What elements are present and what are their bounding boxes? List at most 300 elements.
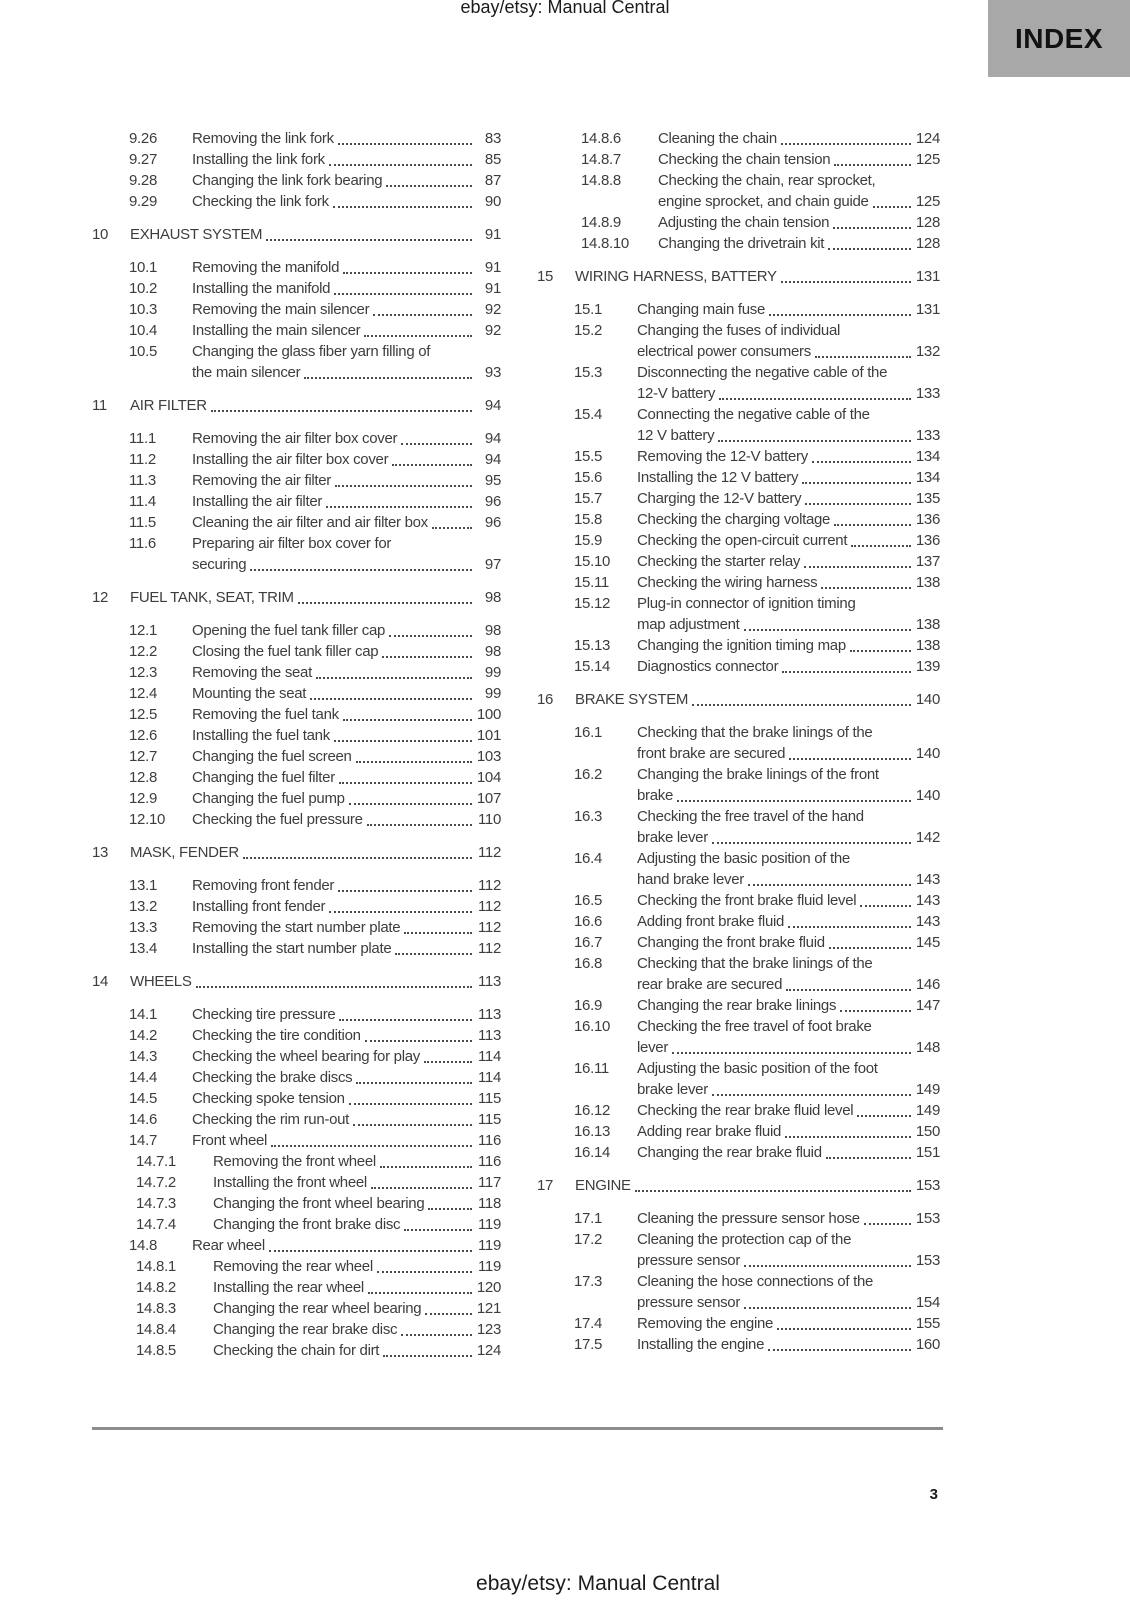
- toc-entry-row: [537, 572, 940, 593]
- toc-entry-page: 143: [915, 892, 940, 909]
- dot-leader: [211, 410, 472, 412]
- toc-entry-number: 14.4: [129, 1069, 157, 1086]
- toc-entry-title: Installing front fender: [192, 898, 326, 915]
- toc-column-left: [92, 128, 501, 1361]
- toc-entry-row: [92, 1067, 501, 1088]
- toc-entry-page: 131: [915, 268, 940, 285]
- dot-leader: [425, 1313, 472, 1315]
- toc-entry-page: 155: [915, 1315, 940, 1332]
- dot-leader: [316, 677, 472, 679]
- toc-entry-row: [537, 1208, 940, 1229]
- toc-entry-page: 112: [477, 898, 501, 915]
- toc-entry-row: [537, 509, 940, 530]
- dot-leader: [744, 1307, 911, 1309]
- dot-leader: [805, 503, 911, 505]
- toc-entry-page: 119: [477, 1216, 501, 1233]
- toc-entry-number: 11.5: [129, 514, 156, 531]
- toc-entry-page: 120: [476, 1279, 501, 1296]
- toc-entry-row: [537, 128, 940, 149]
- toc-entry-page: 117: [477, 1174, 501, 1191]
- toc-entry-title: Adjusting the basic position of the foot: [637, 1060, 878, 1077]
- toc-entry-page: 154: [915, 1294, 940, 1311]
- toc-entry-number: 11.6: [129, 535, 156, 552]
- dot-leader: [677, 800, 911, 802]
- toc-entry-number: 16.6: [574, 913, 602, 930]
- toc-entry-row: [92, 299, 501, 320]
- toc-entry-number: 14: [92, 973, 109, 990]
- toc-entry-title: the main silencer: [192, 364, 301, 381]
- toc-entry-number: 12.10: [129, 811, 166, 828]
- toc-entry-number: 15.14: [574, 658, 611, 675]
- toc-entry-number: 11: [92, 397, 107, 414]
- toc-entry-page: 91: [484, 280, 501, 297]
- footer-divider: [92, 1427, 943, 1430]
- toc-entry-row: [537, 656, 940, 677]
- toc-entry-row: [92, 746, 501, 767]
- dot-leader: [428, 1208, 472, 1210]
- toc-entry-number: 14.8.10: [581, 235, 629, 252]
- dot-leader: [383, 1355, 472, 1357]
- toc-entry-row: [92, 662, 501, 683]
- toc-entry-title: Checking the link fork: [192, 193, 329, 210]
- toc-entry-number: 12.6: [129, 727, 157, 744]
- toc-entry-title: Cleaning the protection cap of the: [637, 1231, 852, 1248]
- toc-entry-number: 16.8: [574, 955, 602, 972]
- toc-entry-number: 10.1: [129, 259, 157, 276]
- toc-entry-title: Changing the rear brake fluid: [637, 1144, 822, 1161]
- dot-leader: [343, 719, 472, 721]
- toc-entry-page: 112: [477, 940, 501, 957]
- toc-entry-page: 94: [484, 430, 501, 447]
- toc-entry-page: 151: [915, 1144, 940, 1161]
- toc-entry-title: Removing the 12-V battery: [637, 448, 808, 465]
- dot-leader: [367, 824, 472, 826]
- dot-leader: [744, 629, 911, 631]
- toc-entry-row: [92, 362, 501, 383]
- dot-leader: [744, 1265, 911, 1267]
- toc-entry-number: 14.3: [129, 1048, 157, 1065]
- toc-entry-row: [537, 299, 940, 320]
- toc-entry-title: Plug-in connector of ignition timing: [637, 595, 856, 612]
- toc-entry-row: [92, 533, 501, 554]
- dot-leader: [298, 602, 472, 604]
- toc-entry-title: Checking the wheel bearing for play: [192, 1048, 420, 1065]
- toc-entry-title: Installing the manifold: [192, 280, 331, 297]
- toc-entry-row: [92, 683, 501, 704]
- dot-leader: [339, 782, 472, 784]
- toc-entry-number: 14.8.6: [581, 130, 621, 147]
- toc-entry-row: [92, 1130, 501, 1151]
- toc-entry-row: [537, 551, 940, 572]
- toc-entry-title: Checking the chain tension: [658, 151, 831, 168]
- footer-title: ebay/etsy: Manual Central: [476, 1572, 720, 1595]
- dot-leader: [326, 506, 472, 508]
- dot-leader: [404, 1229, 472, 1231]
- toc-entry-number: 17.4: [574, 1315, 602, 1332]
- toc-entry-title: BRAKE SYSTEM: [575, 691, 689, 708]
- toc-entry-number: 16: [537, 691, 554, 708]
- toc-entry-page: 153: [915, 1177, 940, 1194]
- toc-entry-number: 13.3: [129, 919, 157, 936]
- toc-entry-title: Installing the start number plate: [192, 940, 392, 957]
- toc-entry-page: 103: [476, 748, 501, 765]
- toc-entry-page: 125: [915, 151, 940, 168]
- dot-leader: [373, 314, 472, 316]
- toc-entry-row: [537, 869, 940, 890]
- toc-entry-number: 17.1: [574, 1210, 602, 1227]
- toc-entry-page: 133: [915, 385, 940, 402]
- toc-entry-page: 132: [915, 343, 940, 360]
- toc-entry-row: [92, 896, 501, 917]
- dot-leader: [329, 164, 472, 166]
- toc-entry-row: [537, 722, 940, 743]
- toc-entry-number: 13: [92, 844, 109, 861]
- toc-chapter-row: [92, 971, 501, 992]
- toc-entry-row: [537, 1100, 940, 1121]
- toc-entry-row: [92, 917, 501, 938]
- toc-entry-number: 11.1: [129, 430, 156, 447]
- toc-entry-page: 96: [484, 514, 501, 531]
- toc-entry-title: Closing the fuel tank filler cap: [192, 643, 379, 660]
- toc-entry-page: 98: [484, 622, 501, 639]
- toc-entry-page: 160: [915, 1336, 940, 1353]
- toc-entry-title: Installing the fuel tank: [192, 727, 330, 744]
- dot-leader: [196, 986, 472, 988]
- toc-entry-row: [92, 704, 501, 725]
- toc-entry-title: Changing the fuel pump: [192, 790, 345, 807]
- dot-leader: [338, 890, 472, 892]
- toc-entry-page: 98: [484, 643, 501, 660]
- toc-entry-title: Checking the open-circuit current: [637, 532, 848, 549]
- toc-entry-page: 128: [915, 235, 940, 252]
- toc-entry-number: 16.7: [574, 934, 602, 951]
- toc-entry-page: 94: [484, 397, 501, 414]
- toc-entry-title: Cleaning the chain: [658, 130, 777, 147]
- toc-entry-title: Mounting the seat: [192, 685, 307, 702]
- toc-entry-title: Installing the front wheel: [213, 1174, 367, 1191]
- toc-entry-number: 17.3: [574, 1273, 602, 1290]
- dot-leader: [380, 1166, 472, 1168]
- toc-entry-page: 119: [477, 1237, 501, 1254]
- toc-entry-title: Installing the rear wheel: [213, 1279, 364, 1296]
- toc-entry-page: 133: [915, 427, 940, 444]
- toc-entry-number: 14.7.3: [136, 1195, 176, 1212]
- toc-entry-title: pressure sensor: [637, 1252, 741, 1269]
- toc-entry-row: [537, 1121, 940, 1142]
- toc-entry-number: 15.9: [574, 532, 602, 549]
- toc-entry-page: 139: [915, 658, 940, 675]
- dot-leader: [782, 671, 911, 673]
- dot-leader: [802, 482, 911, 484]
- toc-entry-number: 14.8.9: [581, 214, 621, 231]
- toc-entry-title: Disconnecting the negative cable of the: [637, 364, 888, 381]
- dot-leader: [329, 911, 472, 913]
- toc-entry-page: 97: [484, 556, 501, 573]
- toc-entry-title: Changing the ignition timing map: [637, 637, 846, 654]
- toc-entry-row: [92, 767, 501, 788]
- toc-entry-row: [92, 641, 501, 662]
- toc-entry-number: 14.8.1: [136, 1258, 176, 1275]
- toc-entry-row: [92, 170, 501, 191]
- toc-entry-number: 14.8.4: [136, 1321, 176, 1338]
- toc-entry-page: 112: [477, 919, 501, 936]
- toc-entry-number: 9.26: [129, 130, 157, 147]
- dot-leader: [834, 164, 911, 166]
- toc-entry-row: [92, 491, 501, 512]
- dot-leader: [821, 587, 911, 589]
- toc-entry-title: Removing the engine: [637, 1315, 774, 1332]
- toc-entry-number: 17: [537, 1177, 554, 1194]
- toc-entry-row: [537, 827, 940, 848]
- toc-entry-page: 124: [915, 130, 940, 147]
- toc-entry-row: [537, 1334, 940, 1355]
- toc-entry-page: 148: [915, 1039, 940, 1056]
- dot-leader: [788, 926, 911, 928]
- toc-entry-page: 146: [915, 976, 940, 993]
- toc-entry-page: 140: [915, 691, 940, 708]
- toc-entry-row: [92, 620, 501, 641]
- toc-entry-number: 15.1: [574, 301, 602, 318]
- toc-entry-number: 14.5: [129, 1090, 157, 1107]
- toc-chapter-row: [92, 842, 501, 863]
- toc-entry-row: [537, 614, 940, 635]
- toc-entry-page: 119: [477, 1258, 501, 1275]
- toc-entry-page: 121: [476, 1300, 501, 1317]
- toc-entry-row: [537, 191, 940, 212]
- toc-entry-page: 113: [477, 973, 501, 990]
- toc-entry-number: 15.6: [574, 469, 602, 486]
- toc-entry-number: 12.4: [129, 685, 157, 702]
- toc-entry-page: 96: [484, 493, 501, 510]
- toc-entry-row: [537, 1292, 940, 1313]
- toc-entry-number: 16.4: [574, 850, 602, 867]
- dot-leader: [364, 335, 472, 337]
- toc-entry-title: Changing the rear brake disc: [213, 1321, 398, 1338]
- toc-entry-title: Checking the brake discs: [192, 1069, 353, 1086]
- dot-leader: [395, 953, 472, 955]
- toc-entry-page: 138: [915, 616, 940, 633]
- toc-entry-page: 149: [915, 1102, 940, 1119]
- toc-entry-page: 113: [477, 1006, 501, 1023]
- toc-entry-page: 95: [484, 472, 501, 489]
- dot-leader: [333, 206, 472, 208]
- toc-entry-row: [537, 341, 940, 362]
- toc-entry-row: [537, 806, 940, 827]
- toc-entry-row: [92, 875, 501, 896]
- dot-leader: [785, 1136, 911, 1138]
- dot-leader: [768, 1349, 911, 1351]
- toc-entry-row: [92, 1004, 501, 1025]
- toc-entry-title: 12 V battery: [637, 427, 715, 444]
- toc-entry-row: [537, 320, 940, 341]
- toc-entry-number: 16.9: [574, 997, 602, 1014]
- dot-leader: [310, 698, 472, 700]
- toc-entry-page: 113: [477, 1027, 501, 1044]
- toc-entry-number: 10.3: [129, 301, 157, 318]
- toc-entry-page: 115: [477, 1111, 501, 1128]
- toc-entry-row: [92, 1172, 501, 1193]
- dot-leader: [356, 761, 472, 763]
- dot-leader: [382, 656, 472, 658]
- dot-leader: [781, 143, 911, 145]
- toc-entry-title: Checking the rear brake fluid level: [637, 1102, 854, 1119]
- toc-entry-title: Checking tire pressure: [192, 1006, 336, 1023]
- toc-entry-title: 12-V battery: [637, 385, 716, 402]
- toc-entry-number: 16.3: [574, 808, 602, 825]
- toc-entry-row: [537, 785, 940, 806]
- toc-entry-row: [537, 233, 940, 254]
- toc-entry-title: Charging the 12-V battery: [637, 490, 802, 507]
- toc-entry-title: Removing the main silencer: [192, 301, 370, 318]
- toc-entry-title: Changing the rear brake linings: [637, 997, 837, 1014]
- toc-entry-title: Preparing air filter box cover for: [192, 535, 392, 552]
- toc-entry-page: 112: [477, 844, 501, 861]
- dot-leader: [338, 143, 472, 145]
- toc-entry-title: Checking the fuel pressure: [192, 811, 363, 828]
- toc-entry-page: 90: [484, 193, 501, 210]
- toc-entry-title: Diagnostics connector: [637, 658, 779, 675]
- toc-entry-number: 16.5: [574, 892, 602, 909]
- dot-leader: [840, 1010, 911, 1012]
- toc-entry-title: pressure sensor: [637, 1294, 741, 1311]
- toc-entry-page: 140: [915, 745, 940, 762]
- toc-entry-title: Front wheel: [192, 1132, 268, 1149]
- dot-leader: [769, 314, 911, 316]
- toc-entry-page: 136: [915, 532, 940, 549]
- toc-entry-title: brake lever: [637, 1081, 708, 1098]
- toc-entry-page: 100: [476, 706, 501, 723]
- toc-entry-page: 150: [915, 1123, 940, 1140]
- toc-entry-row: [537, 383, 940, 404]
- dot-leader: [334, 293, 472, 295]
- dot-leader: [786, 989, 911, 991]
- toc-entry-number: 15.4: [574, 406, 602, 423]
- toc-entry-page: 114: [477, 1069, 501, 1086]
- toc-entry-page: 138: [915, 574, 940, 591]
- toc-entry-title: Checking the charging voltage: [637, 511, 831, 528]
- dot-leader: [672, 1052, 911, 1054]
- toc-entry-row: [537, 488, 940, 509]
- toc-entry-page: 134: [915, 448, 940, 465]
- toc-entry-row: [92, 1235, 501, 1256]
- toc-entry-row: [92, 278, 501, 299]
- toc-entry-page: 92: [484, 301, 501, 318]
- dot-leader: [812, 461, 911, 463]
- toc-entry-page: 153: [915, 1252, 940, 1269]
- toc-entry-row: [92, 1298, 501, 1319]
- toc-entry-page: 142: [915, 829, 940, 846]
- toc-entry-title: Removing the seat: [192, 664, 312, 681]
- toc-entry-title: Changing the rear wheel bearing: [213, 1300, 422, 1317]
- toc-entry-title: securing: [192, 556, 247, 573]
- toc-entry-title: brake lever: [637, 829, 708, 846]
- dot-leader: [377, 1271, 472, 1273]
- dot-leader: [349, 803, 472, 805]
- dot-leader: [789, 758, 911, 760]
- toc-entry-title: Cleaning the air filter and air filter box: [192, 514, 428, 531]
- toc-entry-number: 15.3: [574, 364, 602, 381]
- toc-entry-row: [92, 1340, 501, 1361]
- dot-leader: [804, 566, 911, 568]
- dot-leader: [304, 377, 472, 379]
- toc-entry-row: [537, 212, 940, 233]
- toc-entry-page: 115: [477, 1090, 501, 1107]
- dot-leader: [389, 635, 472, 637]
- dot-leader: [815, 356, 911, 358]
- toc-entry-page: 116: [477, 1153, 501, 1170]
- dot-leader: [860, 905, 911, 907]
- toc-entry-row: [92, 1193, 501, 1214]
- toc-entry-row: [92, 1151, 501, 1172]
- toc-entry-number: 15.12: [574, 595, 611, 612]
- toc-entry-title: lever: [637, 1039, 669, 1056]
- toc-entry-number: 13.1: [129, 877, 157, 894]
- toc-entry-number: 11.3: [129, 472, 156, 489]
- toc-entry-number: 14.6: [129, 1111, 157, 1128]
- header-title: ebay/etsy: Manual Central: [460, 0, 670, 17]
- toc-entry-number: 15.8: [574, 511, 602, 528]
- toc-entry-number: 9.29: [129, 193, 157, 210]
- toc-entry-title: Removing the start number plate: [192, 919, 401, 936]
- dot-leader: [339, 1019, 472, 1021]
- toc-entry-page: 85: [484, 151, 501, 168]
- toc-entry-row: [92, 809, 501, 830]
- toc-entry-row: [92, 341, 501, 362]
- toc-entry-title: engine sprocket, and chain guide: [658, 193, 869, 210]
- toc-entry-page: 149: [915, 1081, 940, 1098]
- toc-entry-page: 94: [484, 451, 501, 468]
- toc-entry-title: Rear wheel: [192, 1237, 265, 1254]
- toc-entry-title: Cleaning the hose connections of the: [637, 1273, 874, 1290]
- toc-entry-number: 12.2: [129, 643, 157, 660]
- toc-entry-title: Checking that the brake linings of the: [637, 955, 873, 972]
- toc-entry-number: 14.7.2: [136, 1174, 176, 1191]
- toc-entry-title: Installing the air filter: [192, 493, 323, 510]
- dot-leader: [748, 884, 911, 886]
- dot-leader: [365, 1040, 472, 1042]
- toc-entry-page: 131: [915, 301, 940, 318]
- dot-leader: [850, 650, 911, 652]
- toc-entry-title: Adding front brake fluid: [637, 913, 785, 930]
- toc-entry-number: 10: [92, 226, 109, 243]
- toc-entry-row: [92, 149, 501, 170]
- toc-entry-title: rear brake are secured: [637, 976, 783, 993]
- toc-entry-row: [537, 1229, 940, 1250]
- toc-entry-number: 16.13: [574, 1123, 611, 1140]
- dot-leader: [828, 248, 911, 250]
- dot-leader: [404, 932, 472, 934]
- dot-leader: [857, 1115, 911, 1117]
- toc-entry-page: 134: [915, 469, 940, 486]
- toc-entry-row: [537, 635, 940, 656]
- toc-entry-number: 14.8.8: [581, 172, 621, 189]
- toc-entry-number: 12.3: [129, 664, 157, 681]
- toc-entry-page: 91: [484, 259, 501, 276]
- toc-chapter-row: [537, 1175, 940, 1196]
- toc-entry-title: Changing the front wheel bearing: [213, 1195, 425, 1212]
- toc-entry-page: 104: [476, 769, 501, 786]
- dot-leader: [781, 281, 911, 283]
- toc-entry-title: EXHAUST SYSTEM: [130, 226, 263, 243]
- dot-leader: [343, 272, 472, 274]
- toc-entry-title: Removing front fender: [192, 877, 335, 894]
- page-number: 3: [929, 1486, 938, 1503]
- toc-entry-row: [92, 1088, 501, 1109]
- toc-entry-title: Removing the fuel tank: [192, 706, 339, 723]
- toc-entry-number: 16.14: [574, 1144, 611, 1161]
- toc-entry-title: Connecting the negative cable of the: [637, 406, 870, 423]
- toc-entry-number: 15.5: [574, 448, 602, 465]
